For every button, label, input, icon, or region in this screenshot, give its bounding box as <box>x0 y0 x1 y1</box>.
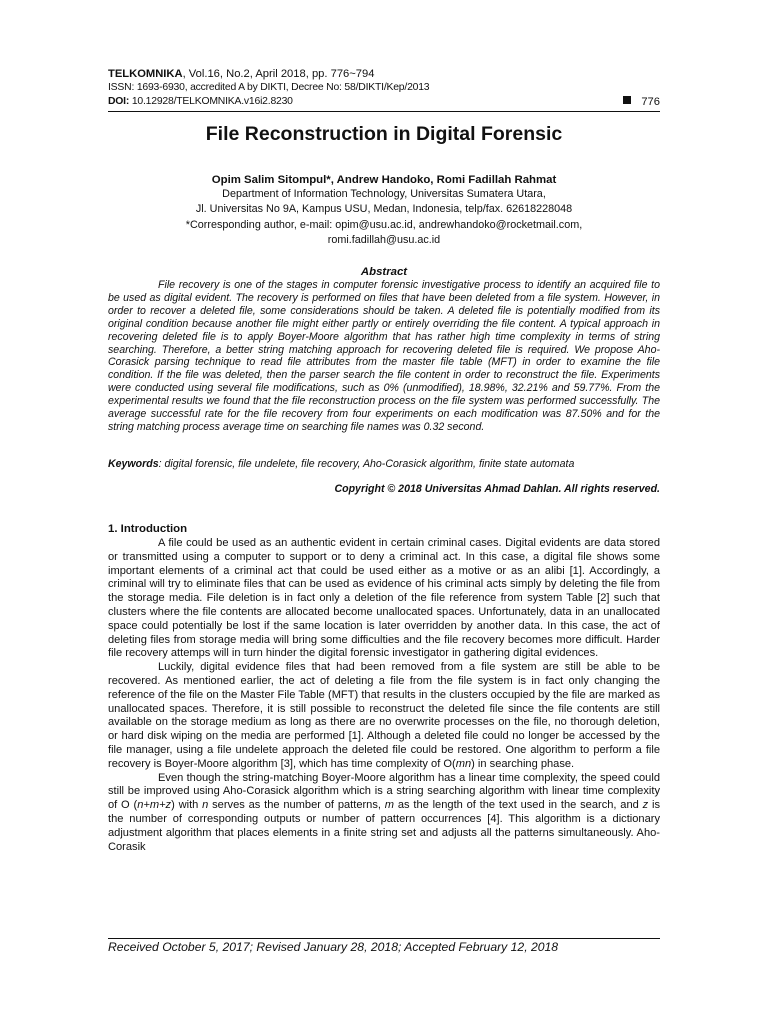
issn-line: ISSN: 1693-6930, accredited A by DIKTI, Decree No: 58/DIKTI/Kep/2013 <box>108 82 430 93</box>
page-number-text: 776 <box>641 96 660 108</box>
received-dates: Received October 5, 2017; Revised January 28, 2018; Accepted February 12, 2018 <box>108 940 559 954</box>
paper-title: File Reconstruction in Digital Forensic <box>205 123 563 145</box>
affiliation-line: *Corresponding author, e-mail: opim@usu.ac.id, andrewhandoko@rocketmail.com, <box>185 218 583 231</box>
journal-citation-line <box>108 67 660 81</box>
header-rule <box>108 111 660 112</box>
footer-rule <box>108 938 660 939</box>
paragraph: Luckily, digital evidence files that had been removed from a file system are still be able to be recovered. As mentioned earlier, the act of deleting a file from the file system is in fact only changing the reference of the file on the Master File Table (MFT) that results in the clusters occupied by the file are marked as unallocated spaces. Therefore, it is still possible to reconstruct the deleted file since the file contents are still available on the storage medium as long as there are no overwrite processes on the file, no thorough deletion, or hard disk wiping on the media are performed [1]. Although a deleted file could no longer be accessed by the file manager, using a file undelete approach the deleted file could be restored. One algorithm to perform a file recovery is Boyer-Moore algorithm [3], which has time complexity of O(mn) in searching phase. <box>108 661 660 770</box>
paragraph: Even though the string-matching Boyer-Moore algorithm has a linear time complexity, the speed could still be improved using Aho-Corasick algorithm which is a string searching algorithm with linear time complexity of O (n+m+z) with n serves as the number of patterns, m as the length of the text used in the search, and z is the number of corresponding outputs or number of pattern occurrences [4]. This algorithm is a dictionary adjustment algorithm that places elements in a finite string set and adjusts all the patterns simultaneously. Aho-Corasik <box>108 771 660 853</box>
doi-label: DOI: <box>108 96 130 107</box>
volume-info: , Vol.16, No.2, April 2018, pp. 776~794 <box>182 68 375 80</box>
page-number <box>623 96 660 108</box>
section-body <box>108 537 660 854</box>
keywords-label: Keywords <box>108 458 159 470</box>
affiliation-block <box>108 187 660 248</box>
abstract-heading: Abstract <box>360 266 408 278</box>
keywords-line <box>108 458 660 470</box>
copyright-notice: Copyright © 2018 Universitas Ahmad Dahlan. All rights reserved. <box>334 483 660 495</box>
abstract-text: File recovery is one of the stages in computer forensic investigative process to identify an acquired file to be used as digital evident. The recovery is performed on files that have been deleted from a file system. However, in order to recover a deleted file, some considerations should be taken. A deleted file is potentially modified from its original condition because another file might either partly or entirely overriding the file content. A typical approach in recovering deleted file is to apply Boyer-Moore algorithm that has rather high time complexity in terms of string searching. Therefore, a better string matching approach for recovering deleted file is required. We propose Aho-Corasick parsing technique to read file attributes from the master file table (MFT) in order to examine the file condition. If the file was deleted, then the parser search the file content in order to reconstruct the file. Experiments were conducted using several file modifications, such as 0% (unmodified), 18.98%, 32.21% and 59.77%. From the experimental results we found that the file reconstruction process on the file system was performed successfully. The average successful rate for the file recovery from four experiments on each modification was 87.50% and for the string matching process average time on searching file names was 0.32 second. <box>108 279 660 433</box>
doi-value: 10.12928/TELKOMNIKA.v16i2.8230 <box>129 96 293 107</box>
author-list: Opim Salim Sitompul*, Andrew Handoko, Romi Fadillah Rahmat <box>211 174 557 186</box>
affiliation-line: Jl. Universitas No 9A, Kampus USU, Medan, Indonesia, telp/fax. 62618228048 <box>195 203 573 216</box>
section-heading: 1. Introduction <box>108 523 188 535</box>
keywords-text: : digital forensic, file undelete, file recovery, Aho-Corasick algorithm, finite state automata <box>158 458 575 470</box>
paragraph: A file could be used as an authentic evident in certain criminal cases. Digital evidents are data stored or transmitted using a computer to support or to deny a criminal act. In this case, a digital file shows some important elements of a criminal act that could be used either as a motive or as an alibi [1]. Accordingly, a criminal will try to eliminate files that can be used as evidence of his criminal acts simply by deleting the file from the storage media. File deletion is in fact only a deletion of the file reference from system Table [2] such that clusters where the file contents are allocated become unallocated spaces. Unfortunately, data in an unallocated space could potentially be lost if the same location is later overridden by another data. In this case, the act of deleting files from storage media will bring some difficulties and the file recovery becomes more difficult. Harder file recovery attemps will in turn hinder the digital forensic investigator in gathering digital evidences. <box>108 537 660 660</box>
affiliation-line: Department of Information Technology, Universitas Sumatera Utara, <box>222 188 546 200</box>
doi-line <box>108 95 660 109</box>
square-bullet-icon <box>623 96 631 104</box>
affiliation-line: romi.fadillah@usu.ac.id <box>327 233 441 246</box>
journal-header <box>108 67 660 109</box>
journal-name: TELKOMNIKA <box>108 68 183 80</box>
